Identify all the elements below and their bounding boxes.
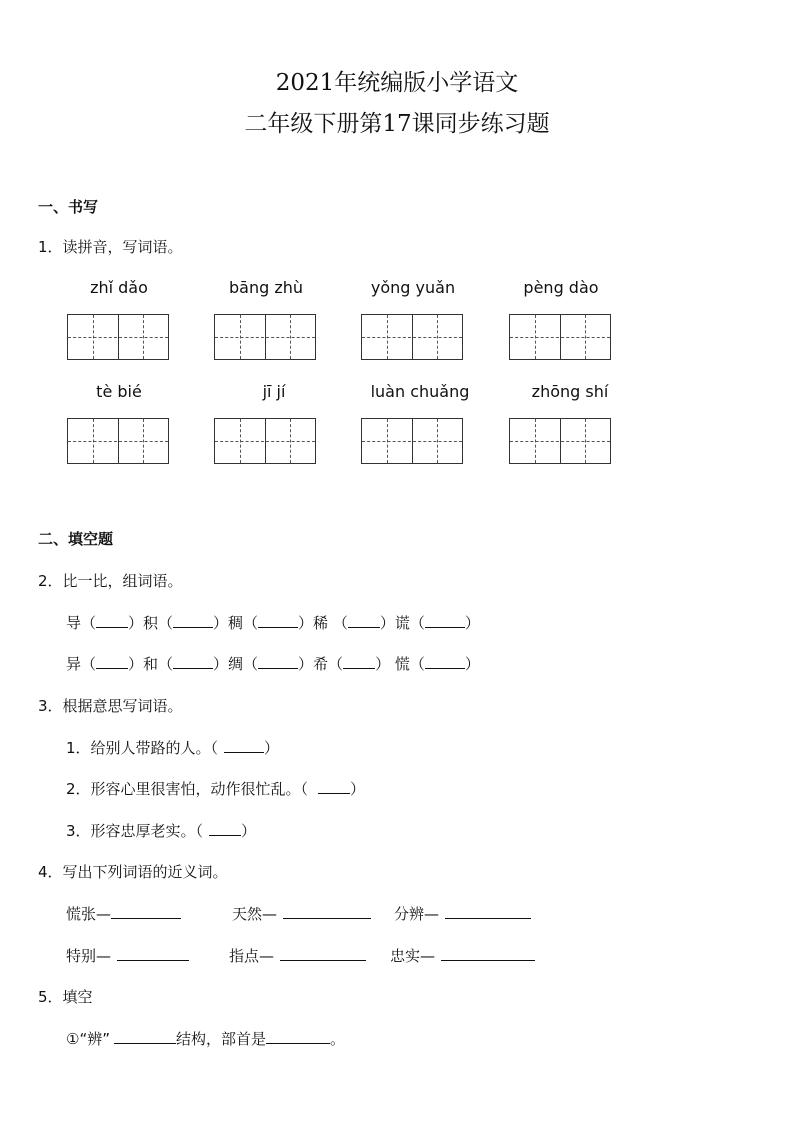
- answer-blank[interactable]: [318, 779, 350, 794]
- section-heading-fill-in: 二、填空题: [38, 530, 114, 548]
- pinyin-label: yǒng yuǎn: [370, 278, 456, 297]
- compare-text: ）稀 （: [298, 614, 348, 632]
- fill-text: 。: [330, 1030, 346, 1048]
- pinyin-label: pèng dào: [523, 278, 599, 297]
- answer-blank[interactable]: [117, 946, 189, 961]
- question-4-label: 4．写出下列词语的近义词。: [38, 863, 228, 881]
- section-heading-writing: 一、书写: [38, 198, 99, 216]
- synonym-item: [394, 903, 531, 924]
- compare-row-2: [66, 653, 480, 674]
- question-5-label: 5．填空: [38, 988, 93, 1006]
- writing-grid[interactable]: [214, 418, 316, 464]
- synonym-word: 忠实—: [390, 947, 436, 965]
- answer-blank[interactable]: [343, 654, 375, 669]
- definition-text: 3．形容忠厚老实。（: [66, 822, 204, 840]
- pinyin-label: bāng zhù: [228, 278, 304, 297]
- document-title-line1: 2021年统编版小学语文: [275, 70, 519, 96]
- fill-text: 结构，部首是: [176, 1030, 267, 1048]
- definition-item: [66, 737, 279, 758]
- writing-grid[interactable]: [509, 314, 611, 360]
- writing-grid[interactable]: [361, 314, 463, 360]
- synonym-item: [66, 945, 189, 966]
- compare-text: ） 慌（: [375, 655, 425, 673]
- answer-blank[interactable]: [280, 946, 366, 961]
- definition-text: 1．给别人带路的人。（: [66, 739, 219, 757]
- definition-text: 2．形容心里很害怕，动作很忙乱。（: [66, 780, 309, 798]
- definition-end: ）: [241, 822, 257, 840]
- answer-blank[interactable]: [425, 613, 465, 628]
- compare-text: 异（: [66, 655, 97, 673]
- compare-text: ）希（: [298, 655, 344, 673]
- answer-blank[interactable]: [96, 654, 128, 669]
- fill-structure-item: [66, 1028, 345, 1049]
- compare-text: ）稠（: [213, 614, 259, 632]
- compare-text: ）积（: [128, 614, 174, 632]
- pinyin-label: zhōng shí: [531, 382, 609, 401]
- writing-grid[interactable]: [509, 418, 611, 464]
- synonym-word: 指点—: [229, 947, 275, 965]
- writing-grid[interactable]: [214, 314, 316, 360]
- synonym-word: 特别—: [66, 947, 112, 965]
- compare-text: ）谎（: [379, 614, 425, 632]
- synonym-word: 慌张—: [66, 905, 112, 923]
- synonym-word: 天然—: [232, 905, 278, 923]
- answer-blank[interactable]: [173, 654, 213, 669]
- compare-text: ）和（: [128, 655, 174, 673]
- writing-grid[interactable]: [67, 418, 169, 464]
- answer-blank[interactable]: [114, 1029, 176, 1044]
- compare-text: ）绸（: [213, 655, 259, 673]
- compare-row-1: [66, 612, 480, 633]
- synonym-word: 分辨—: [394, 905, 440, 923]
- pinyin-label: zhǐ dǎo: [90, 278, 148, 297]
- pinyin-label: tè bié: [96, 382, 142, 401]
- answer-blank[interactable]: [111, 904, 181, 919]
- answer-blank[interactable]: [425, 654, 465, 669]
- compare-text: ）: [464, 614, 480, 632]
- answer-blank[interactable]: [258, 654, 298, 669]
- synonym-item: [66, 903, 181, 924]
- writing-grid[interactable]: [67, 314, 169, 360]
- compare-text: ）: [464, 655, 480, 673]
- writing-grid[interactable]: [361, 418, 463, 464]
- question-2-label: 2．比一比，组词语。: [38, 572, 183, 590]
- fill-text: ①“辨”: [66, 1030, 110, 1048]
- definition-end: ）: [350, 780, 366, 798]
- answer-blank[interactable]: [209, 821, 241, 836]
- answer-blank[interactable]: [283, 904, 371, 919]
- document-title-line2: 二年级下册第17课同步练习题: [244, 111, 550, 137]
- question-3-label: 3．根据意思写词语。: [38, 697, 183, 715]
- answer-blank[interactable]: [348, 613, 380, 628]
- answer-blank[interactable]: [445, 904, 531, 919]
- answer-blank[interactable]: [266, 1029, 330, 1044]
- synonym-item: [229, 945, 366, 966]
- pinyin-label: luàn chuǎng: [370, 382, 470, 401]
- definition-item: [66, 778, 365, 799]
- compare-text: 导（: [66, 614, 97, 632]
- question-1-label: 1．读拼音，写词语。: [38, 238, 183, 256]
- definition-item: [66, 820, 256, 841]
- synonym-item: [232, 903, 371, 924]
- synonym-item: [390, 945, 535, 966]
- answer-blank[interactable]: [224, 738, 264, 753]
- pinyin-label: jī jí: [262, 382, 286, 401]
- answer-blank[interactable]: [258, 613, 298, 628]
- answer-blank[interactable]: [441, 946, 535, 961]
- answer-blank[interactable]: [96, 613, 128, 628]
- definition-end: ）: [264, 739, 280, 757]
- answer-blank[interactable]: [173, 613, 213, 628]
